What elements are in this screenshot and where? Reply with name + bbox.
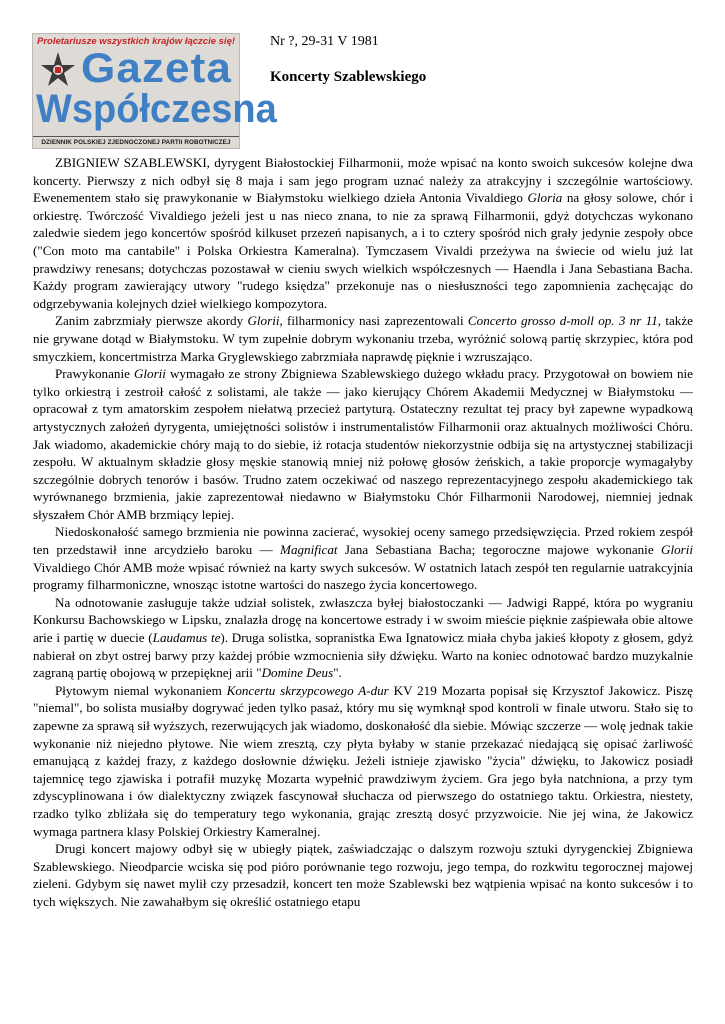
paragraph-text: Vivaldiego Chór AMB może wpisać również na karty swych sukcesów. W ostatnich latach zespół ten regularnie uatrakcyjnia programy filharmoniczne, wnosząc istotne wartości do naszego życia koncertowego. (33, 559, 693, 593)
masthead-subtitle: DZIENNIK POLSKIEJ ZJEDNOCZONEJ PARTII ROBOTNICZEJ (33, 136, 239, 146)
paragraph-text: Niedoskonałość samego brzmienia nie powinna zacierać, wysokiej oceny samego przedsięwzięcia. Przed rokiem zespół ten przedstawił inne arcydzieło baroku — (33, 524, 693, 558)
italic-title-text: Domine Deus (261, 665, 334, 681)
paragraph-text: na głosy solowe, chór i orkiestrę. Twórczość Vivaldiego jeżeli jest u nas nieco znana, to nie za sprawą Filharmonii, gdyż dotychczas wykonano zaledwie siedem jego koncertów spośród kilkuset przezeń napisanych, a i to cztery spośród nich grały jedynie zespoły obce ("Con moto ma cantabile" i Polska Orkiestra Kameralna). Tymczasem Vivaldi przeżywa na świecie od wielu już lat prawdziwy renesans; dotychczas pozostawał w cieniu swych wielkich współczesnych — Haendla i Jana Sebastiana Bacha. Każdy program zawierający utwory "rudego księdza" przekonuje nas o niesłuszności tego zapomnienia zachęcając do odgrzebywania kolejnych dzieł wielkiego kompozytora. (33, 190, 694, 311)
masthead-slogan: Proletariusze wszystkich krajów łączcie się! (37, 36, 236, 47)
paragraph-text: wymagało ze strony Zbigniewa Szablewskiego dużego wkładu pracy. Przygotował on bowiem nie tylko orkiestrą i zestroił całość z solistami, ale także — jako kierujący Chórem Akademii Medycznej w Białymstoku — opracował z tym amatorskim zespołem niełatwą przecież partyturą. Ostateczny rezultat tej pracy był zapewne wypadkową artystycznych założeń dyrygenta, umiejętności solistów i instrumentalistów Filharmonii oraz aktualnych możliwości Chóru. Jak wiadomo, akademickie chóry mają to do siebie, iż rotacja studentów niekorzystnie odbija się na artystycznej stabilizacji zespołu. W aktualnym składzie głosy męskie stanowią mniej niż połowę głosów żeńskich, a takie proporcje wymagałyby szczególnie dobrych tenorów i basów. Trudno zatem oczekiwać od naszego reprezentacyjnego zespołu akademickiego tak wyrównanego brzmienia, jakie zaprezentował niedawno w Białymstoku Chór Filharmonii Narodowej, niemniej jednak słyszałem Chór AMB brzmiący lepiej. (33, 366, 693, 522)
paragraph-text: , także nie grywane dotąd w Białymstoku. W tym zupełnie dobrym wykonaniu trzeba, wyróżnić solową partię skrzypiec, która pod smyczkiem, koncertmistrza Marka Gryglewskiego zabrzmiała naprawdę pięknie i wzruszająco. (33, 313, 693, 364)
paragraph-text: Zanim zabrzmiały pierwsze akordy (55, 313, 248, 329)
article-paragraph (33, 523, 693, 593)
paragraph-text: ZBIGNIEW SZABLEWSKI, dyrygent Białostockiej Filharmonii, może wpisać na konto swoich sukcesów kolejne dwa koncerty. Pierwszy z nich odbył się 8 maja i sam jego program uznać należy za atrakcyjny i szczególnie wartościowy. Ewenementem stało się prawykonanie w Białymstoku wielkiego dzieła Antonia Vivaldiego (33, 155, 693, 206)
masthead-name-line1: Gazeta (81, 44, 232, 91)
italic-title-text: Koncertu skrzypcowego A-dur (226, 682, 389, 698)
italic-title-text: Glorii (661, 542, 694, 558)
italic-title-text: Magnificat (280, 542, 338, 558)
masthead-name-line2: Współczesna (36, 87, 277, 131)
paragraph-text: ). Druga solistka, sopranistka Ewa Ignatowicz miała chyba jakieś kłopoty z głosem, gdyż nabierał on zbyt ostrej barwy przy każdej próbie wzmocnienia siły dźwięku. Warto na koniec odnotować bardzo muzykalnie zagraną partię obojową w przepięknej arii " (33, 630, 694, 681)
italic-title-text: Concerto grosso d-moll op. 3 nr 11 (467, 313, 658, 329)
paragraph-text: Płytowym niemal wykonaniem (55, 682, 227, 698)
paragraph-text: ". (333, 665, 342, 681)
paragraph-text: KV 219 Mozarta popisał się Krzysztof Jakowicz. Piszę "niemal", bo solista musiałby dogrywać jeden tylko pasaż, który mu się wymknął spod kontroli w finale utworu. Stało się to zapewne za sprawą sił wyższych, rezerwujących jak wiadomo, doskonałość dla siebie. Mówiąc szczerze — wolę jednak takie wykonanie niż niejedno płytowe. Nie wiem zresztą, czy płyta byłaby w stanie przekazać niedającą się opisać żarliwość emanującą z każdej frazy, z każdego dosłownie dźwięku. Jeżeli istnieje zjawisko "życia" dźwięku, to Jakowicz posiadł tajemnicę tego zjawiska i potrafił muzykę Mozarta wypełnić prawdziwym życiem. Gra jego była natchniona, a przy tym zdyscyplinowana i ów dialektyczny związek fascynował słuchacza od pierwszego do ostatniego taktu. Orkiestra, niestety, rzadko tylko zbliżała się do temperatury tego wykonania, grając zresztą dosyć przyzwoicie. Nie jej wina, że Jakowicz wymaga partnera klasy Polskiej Orkiestry Kameralnej. (33, 682, 693, 839)
italic-title-text: Glorii (247, 313, 280, 329)
paragraph-text: Jana Sebastiana Bacha; tegoroczne majowe wykonanie (337, 542, 661, 558)
article-paragraph (33, 312, 693, 365)
italic-title-text: Laudamus te (152, 630, 221, 646)
article-paragraph (33, 840, 693, 910)
article-paragraph (33, 365, 693, 523)
paragraph-text: Prawykonanie (55, 366, 134, 382)
italic-title-text: Glorii (133, 366, 166, 382)
article-paragraph (33, 594, 693, 682)
italic-title-text: Gloria (527, 190, 563, 206)
party-emblem-icon (37, 50, 79, 92)
article-paragraph (33, 154, 693, 312)
paragraph-text: , filharmonicy nasi zaprezentowali (279, 313, 468, 329)
paragraph-text: Na odnotowanie zasługuje także udział solistek, zwłaszcza byłej białostoczanki — Jadwigi Rappé, która po wygraniu Konkursu Bachowskiego w Lipsku, znalazła drogę na koncertowe estrady i w swoim mieście pięknie zaśpiewała obie altowe arie i partię w duecie ( (33, 594, 693, 646)
article-paragraph (33, 682, 693, 840)
newspaper-masthead-logo (32, 33, 277, 149)
article-title: Koncerty Szablewskiego (270, 69, 427, 85)
paragraph-text: Drugi koncert majowy odbył się w ubiegły piątek, zaświadczając o dalszym rozwoju sztuki dyrygenckiej Zbigniewa Szablewskiego. Nieodparcie wciska się pod pióro porównanie tego rozwoju, jego tempa, do rozkwitu tegorocznej majowej zieleni. Gdybym się nawet mylił czy przesadził, koncert ten może Szablewski bez wątpienia wpisać na konto sukcesów i to tych większych. Nie zawahałbym się określić ostatniego etapu (33, 841, 693, 909)
issue-info: Nr ?, 29-31 V 1981 (270, 34, 379, 49)
article-body (33, 154, 693, 911)
